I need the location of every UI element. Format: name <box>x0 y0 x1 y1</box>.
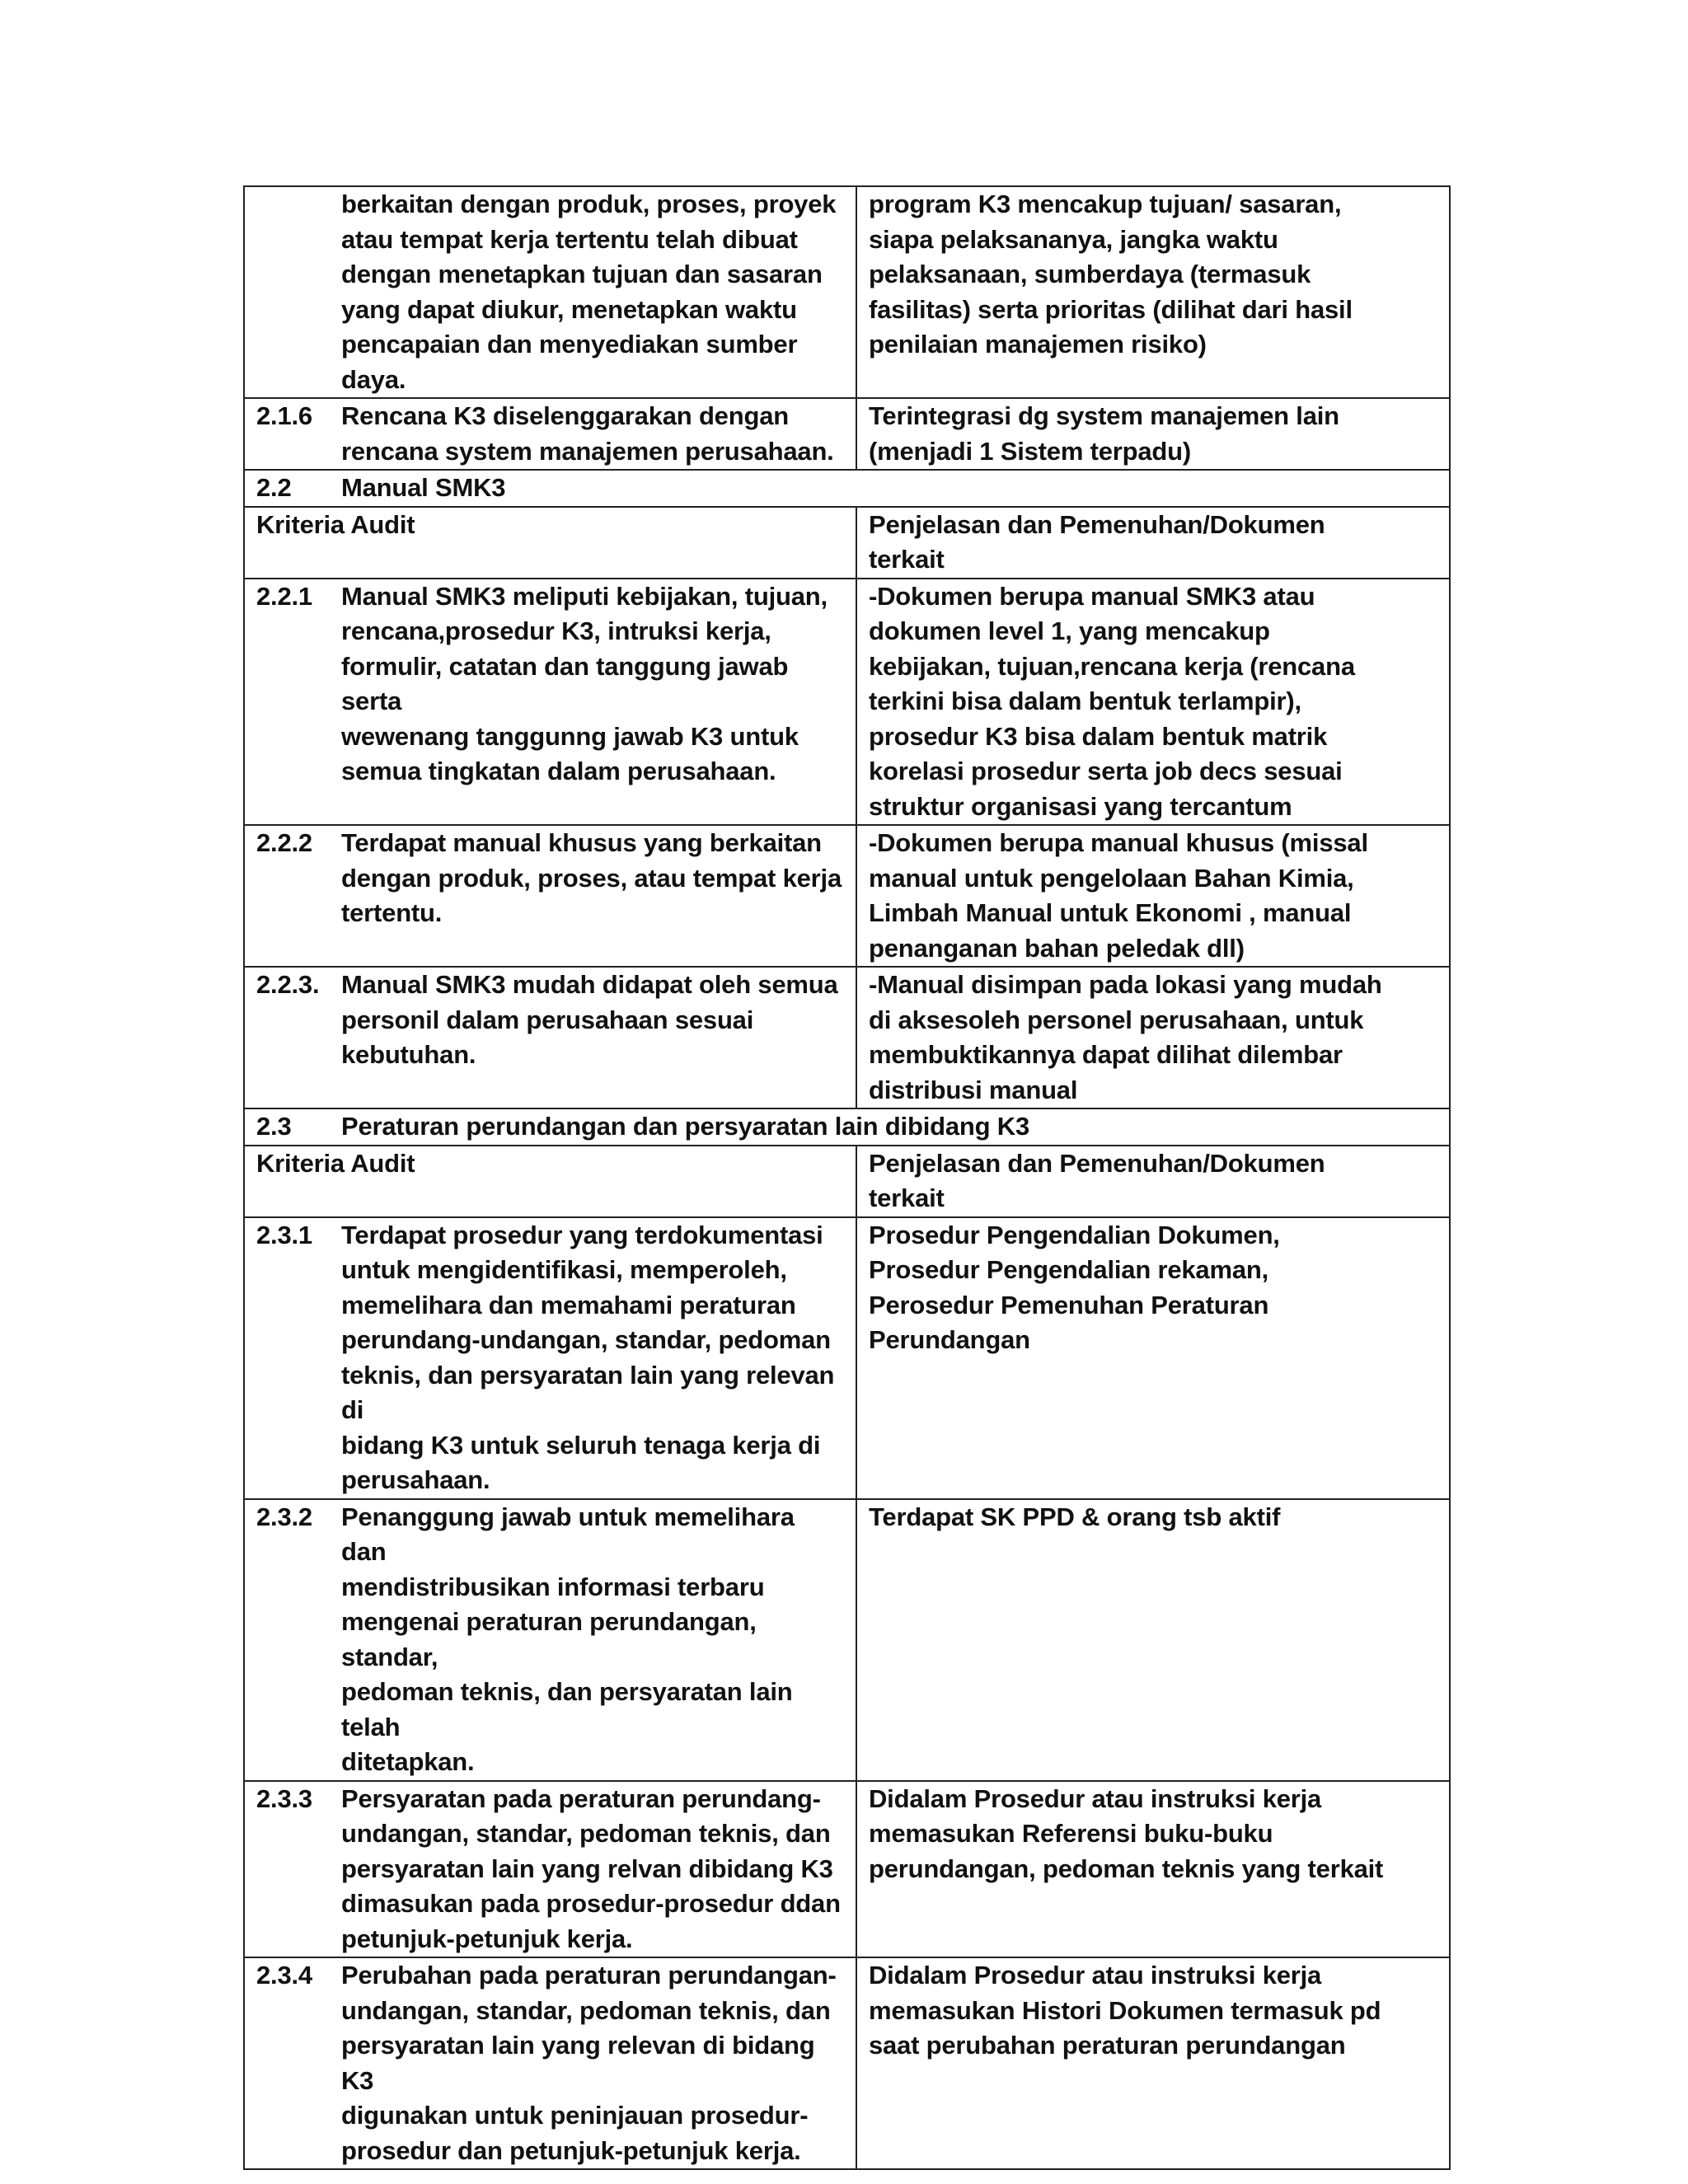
explanation-text: Didalam Prosedur atau instruksi kerja memasukan Histori Dokumen termasuk pd saat perubahan peraturan perundangan <box>856 1957 1450 2169</box>
section-row <box>244 1108 1450 1146</box>
explanation-text: Prosedur Pengendalian Dokumen, Prosedur Pengendalian rekaman, Perosedur Pemenuhan Peraturan Perundangan <box>856 1217 1450 1499</box>
criteria-text: Terdapat manual khusus yang berkaitan dengan produk, proses, atau tempat kerja tertentu. <box>330 825 856 967</box>
criteria-header: Kriteria Audit <box>244 1146 856 1217</box>
row-number: 2.1.6 <box>244 398 330 470</box>
criteria-text: berkaitan dengan produk, proses, proyek atau tempat kerja tertentu telah dibuat dengan menetapkan tujuan dan sasaran yang dapat diukur, menetapkan waktu pencapaian dan menyediakan sumber daya. <box>330 186 856 398</box>
table-row <box>244 398 1450 470</box>
explanation-text: Terintegrasi dg system manajemen lain (menjadi 1 Sistem terpadu) <box>856 398 1450 470</box>
criteria-text: Penanggung jawab untuk memelihara dan mendistribusikan informasi terbaru mengenai peraturan perundangan, standar, pedoman teknis, dan persyaratan lain telah ditetapkan. <box>330 1499 856 1781</box>
criteria-header: Kriteria Audit <box>244 507 856 579</box>
section-row <box>244 470 1450 507</box>
explanation-header: Penjelasan dan Pemenuhan/Dokumen terkait <box>856 1146 1450 1217</box>
explanation-text: -Dokumen berupa manual khusus (missal manual untuk pengelolaan Bahan Kimia, Limbah Manual untuk Ekonomi , manual penanganan bahan peledak dll) <box>856 825 1450 967</box>
section-number: 2.3 <box>244 1108 330 1146</box>
section-title: Manual SMK3 <box>330 470 1450 507</box>
row-number: 2.2.3. <box>244 967 330 1108</box>
row-number: 2.3.1 <box>244 1217 330 1499</box>
header-row <box>244 507 1450 579</box>
table-row <box>244 1957 1450 2169</box>
table-row <box>244 825 1450 967</box>
explanation-text: Didalam Prosedur atau instruksi kerja memasukan Referensi buku-buku perundangan, pedoman teknis yang terkait <box>856 1781 1450 1958</box>
row-number: 2.3.2 <box>244 1499 330 1781</box>
table-row <box>244 186 1450 398</box>
table-row <box>244 579 1450 826</box>
audit-criteria-table <box>243 185 1451 2170</box>
criteria-text: Manual SMK3 mudah didapat oleh semua personil dalam perusahaan sesuai kebutuhan. <box>330 967 856 1108</box>
criteria-text: Persyaratan pada peraturan perundang- undangan, standar, pedoman teknis, dan persyaratan lain yang relvan dibidang K3 dimasukan pada prosedur-prosedur ddan petunjuk-petunjuk kerja. <box>330 1781 856 1958</box>
row-number <box>244 186 330 398</box>
criteria-text: Perubahan pada peraturan perundangan- undangan, standar, pedoman teknis, dan persyaratan lain yang relevan di bidang K3 digunakan untuk peninjauan prosedur- prosedur dan petunjuk-petunjuk kerja. <box>330 1957 856 2169</box>
table-row <box>244 1499 1450 1781</box>
row-number: 2.2.1 <box>244 579 330 826</box>
row-number: 2.3.4 <box>244 1957 330 2169</box>
explanation-text: -Manual disimpan pada lokasi yang mudah di aksesoleh personel perusahaan, untuk membuktikannya dapat dilihat dilembar distribusi manual <box>856 967 1450 1108</box>
criteria-text: Rencana K3 diselenggarakan dengan rencana system manajemen perusahaan. <box>330 398 856 470</box>
criteria-text: Manual SMK3 meliputi kebijakan, tujuan, rencana,prosedur K3, intruksi kerja, formulir, catatan dan tanggung jawab serta wewenang tanggunng jawab K3 untuk semua tingkatan dalam perusahaan. <box>330 579 856 826</box>
table-row <box>244 1781 1450 1958</box>
table-row <box>244 1217 1450 1499</box>
header-row <box>244 1146 1450 1217</box>
row-number: 2.3.3 <box>244 1781 330 1958</box>
explanation-text: program K3 mencakup tujuan/ sasaran, siapa pelaksananya, jangka waktu pelaksanaan, sumberdaya (termasuk fasilitas) serta prioritas (dilihat dari hasil penilaian manajemen risiko) <box>856 186 1450 398</box>
explanation-header: Penjelasan dan Pemenuhan/Dokumen terkait <box>856 507 1450 579</box>
section-title: Peraturan perundangan dan persyaratan lain dibidang K3 <box>330 1108 1450 1146</box>
row-number: 2.2.2 <box>244 825 330 967</box>
table-row <box>244 967 1450 1108</box>
criteria-text: Terdapat prosedur yang terdokumentasi untuk mengidentifikasi, memperoleh, memelihara dan memahami peraturan perundang-undangan, standar, pedoman teknis, dan persyaratan lain yang relevan di bidang K3 untuk seluruh tenaga kerja di perusahaan. <box>330 1217 856 1499</box>
explanation-text: Terdapat SK PPD & orang tsb aktif <box>856 1499 1450 1781</box>
explanation-text: -Dokumen berupa manual SMK3 atau dokumen level 1, yang mencakup kebijakan, tujuan,rencana kerja (rencana terkini bisa dalam bentuk terlampir), prosedur K3 bisa dalam bentuk matrik korelasi prosedur serta job decs sesuai struktur organisasi yang tercantum <box>856 579 1450 826</box>
section-number: 2.2 <box>244 470 330 507</box>
